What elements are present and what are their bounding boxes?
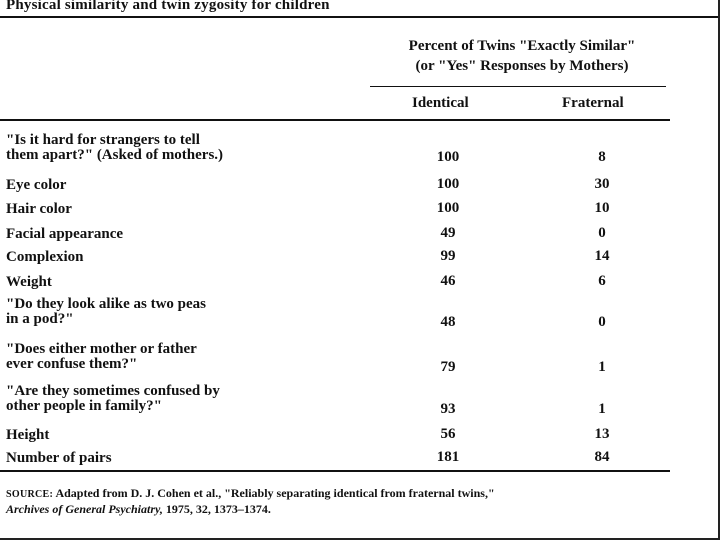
cell-fraternal-family-confuse: 1: [598, 401, 606, 417]
source-text: Adapted from D. J. Cohen et al., "Reliably separating identical from fraternal twins,": [55, 486, 495, 500]
cell-fraternal-facial-appearance: 0: [598, 225, 606, 241]
source-tag: SOURCE:: [6, 489, 54, 500]
row-label-complexion: Complexion: [6, 249, 84, 265]
cell-fraternal-weight: 6: [598, 273, 606, 289]
source-note: [6, 486, 706, 517]
row-label-two-peas: "Do they look alike as two peas in a pod?": [6, 296, 207, 327]
cell-fraternal-hair-color: 10: [594, 200, 610, 216]
bottom-rule: [0, 470, 670, 472]
cell-fraternal-two-peas: 0: [598, 314, 606, 330]
row-label-family-confuse: "Are they sometimes confused by other people in family?": [6, 383, 220, 414]
column-header-identical: Identical: [412, 95, 469, 111]
frame-border-bottom: [0, 538, 720, 540]
column-group-header: [372, 36, 672, 76]
row-label-number-of-pairs: Number of pairs: [6, 450, 112, 466]
column-header-fraternal: Fraternal: [562, 95, 624, 111]
cell-identical-height: 56: [440, 426, 456, 442]
group-header-rule: [370, 86, 666, 87]
cell-fraternal-eye-color: 30: [594, 176, 610, 192]
cell-fraternal-strangers: 8: [598, 149, 606, 165]
group-header-line-2: (or "Yes" Responses by Mothers): [415, 58, 629, 74]
cell-identical-parents-confuse: 79: [440, 359, 456, 375]
row-label-facial-appearance: Facial appearance: [6, 226, 124, 242]
cell-fraternal-complexion: 14: [594, 248, 610, 264]
cell-identical-facial-appearance: 49: [440, 225, 456, 241]
cell-fraternal-number-of-pairs: 84: [594, 449, 610, 465]
cell-identical-complexion: 99: [440, 248, 456, 264]
cell-identical-two-peas: 48: [440, 314, 456, 330]
cell-identical-number-of-pairs: 181: [436, 449, 460, 465]
table-title: Physical similarity and twin zygosity for children: [6, 0, 330, 13]
cell-identical-strangers: 100: [436, 149, 460, 165]
source-citation: 1975, 32, 1373–1374.: [165, 502, 271, 516]
row-label-parents-confuse: "Does either mother or father ever confuse them?": [6, 341, 197, 372]
column-header-rule: [0, 119, 670, 121]
cell-identical-hair-color: 100: [436, 200, 460, 216]
frame-border-right: [718, 0, 720, 540]
row-label-strangers: "Is it hard for strangers to tell them apart?" (Asked of mothers.): [6, 132, 224, 163]
row-label-hair-color: Hair color: [6, 201, 72, 217]
source-journal: Archives of General Psychiatry,: [6, 502, 163, 516]
cell-identical-family-confuse: 93: [440, 401, 456, 417]
cell-identical-eye-color: 100: [436, 176, 460, 192]
row-label-height: Height: [6, 427, 50, 443]
top-rule: [0, 16, 718, 18]
group-header-line-1: Percent of Twins "Exactly Similar": [408, 38, 636, 54]
row-label-weight: Weight: [6, 274, 52, 290]
cell-fraternal-parents-confuse: 1: [598, 359, 606, 375]
cell-fraternal-height: 13: [594, 426, 610, 442]
row-label-eye-color: Eye color: [6, 177, 67, 193]
cell-identical-weight: 46: [440, 273, 456, 289]
